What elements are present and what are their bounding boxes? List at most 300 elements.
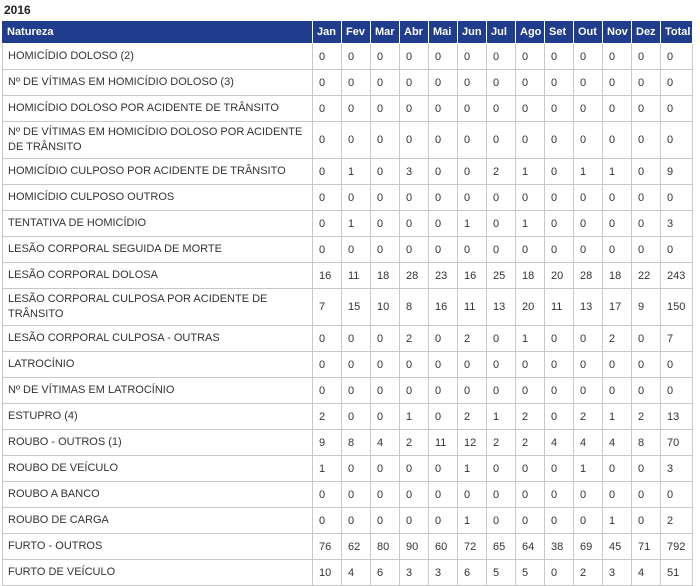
natureza-cell: Nº DE VÍTIMAS EM HOMICÍDIO DOLOSO POR ACIDENTE DE TRÂNSITO	[3, 122, 313, 159]
month-value-cell: 0	[487, 211, 516, 237]
month-value-cell: 28	[574, 263, 603, 289]
total-cell: 0	[661, 96, 693, 122]
month-value-cell: 0	[342, 122, 371, 159]
month-value-cell: 0	[487, 508, 516, 534]
month-value-cell: 76	[313, 534, 342, 560]
month-value-cell: 0	[313, 482, 342, 508]
month-value-cell: 0	[516, 122, 545, 159]
month-value-cell: 1	[458, 456, 487, 482]
month-value-cell: 0	[487, 326, 516, 352]
month-value-cell: 0	[429, 96, 458, 122]
column-header-total: Total	[661, 21, 693, 44]
total-cell: 243	[661, 263, 693, 289]
month-value-cell: 0	[400, 237, 429, 263]
natureza-cell: ROUBO - OUTROS (1)	[3, 430, 313, 456]
table-row	[3, 352, 693, 378]
table-row	[3, 326, 693, 352]
month-value-cell: 4	[545, 430, 574, 456]
month-value-cell: 0	[429, 352, 458, 378]
table-row	[3, 122, 693, 159]
month-value-cell: 90	[400, 534, 429, 560]
natureza-cell: Nº DE VÍTIMAS EM HOMICÍDIO DOLOSO (3)	[3, 70, 313, 96]
natureza-cell: LESÃO CORPORAL DOLOSA	[3, 263, 313, 289]
month-value-cell: 0	[632, 378, 661, 404]
month-value-cell: 0	[487, 185, 516, 211]
table-row	[3, 482, 693, 508]
month-value-cell: 0	[487, 44, 516, 70]
month-value-cell: 0	[371, 211, 400, 237]
month-value-cell: 0	[313, 237, 342, 263]
month-value-cell: 1	[400, 404, 429, 430]
month-value-cell: 0	[632, 352, 661, 378]
month-value-cell: 0	[429, 482, 458, 508]
month-value-cell: 25	[487, 263, 516, 289]
total-cell: 0	[661, 122, 693, 159]
month-value-cell: 0	[313, 185, 342, 211]
month-value-cell: 0	[342, 404, 371, 430]
month-value-cell: 0	[632, 44, 661, 70]
month-value-cell: 45	[603, 534, 632, 560]
month-value-cell: 0	[632, 211, 661, 237]
month-value-cell: 8	[400, 289, 429, 326]
total-cell: 150	[661, 289, 693, 326]
month-value-cell: 0	[516, 70, 545, 96]
month-value-cell: 0	[545, 185, 574, 211]
column-header-out: Out	[574, 21, 603, 44]
natureza-cell: Nº DE VÍTIMAS EM LATROCÍNIO	[3, 378, 313, 404]
month-value-cell: 0	[603, 482, 632, 508]
column-header-mar: Mar	[371, 21, 400, 44]
month-value-cell: 0	[342, 70, 371, 96]
month-value-cell: 60	[429, 534, 458, 560]
month-value-cell: 1	[603, 404, 632, 430]
month-value-cell: 0	[516, 378, 545, 404]
header-row	[3, 21, 693, 44]
month-value-cell: 0	[313, 96, 342, 122]
month-value-cell: 0	[632, 70, 661, 96]
month-value-cell: 72	[458, 534, 487, 560]
table-row	[3, 534, 693, 560]
month-value-cell: 0	[400, 508, 429, 534]
month-value-cell: 3	[603, 560, 632, 586]
total-cell: 13	[661, 404, 693, 430]
month-value-cell: 0	[458, 237, 487, 263]
month-value-cell: 0	[603, 96, 632, 122]
natureza-cell: ROUBO A BANCO	[3, 482, 313, 508]
month-value-cell: 18	[603, 263, 632, 289]
table-body	[3, 44, 693, 586]
natureza-cell: ROUBO DE CARGA	[3, 508, 313, 534]
month-value-cell: 0	[545, 159, 574, 185]
table-row	[3, 185, 693, 211]
month-value-cell: 0	[632, 482, 661, 508]
month-value-cell: 0	[603, 456, 632, 482]
month-value-cell: 1	[574, 159, 603, 185]
month-value-cell: 0	[313, 159, 342, 185]
crime-statistics-table	[2, 20, 693, 586]
month-value-cell: 0	[603, 378, 632, 404]
month-value-cell: 0	[400, 96, 429, 122]
month-value-cell: 1	[458, 508, 487, 534]
month-value-cell: 0	[574, 326, 603, 352]
month-value-cell: 0	[342, 44, 371, 70]
month-value-cell: 0	[603, 122, 632, 159]
month-value-cell: 0	[487, 378, 516, 404]
month-value-cell: 0	[342, 326, 371, 352]
month-value-cell: 0	[516, 482, 545, 508]
month-value-cell: 17	[603, 289, 632, 326]
month-value-cell: 0	[632, 159, 661, 185]
month-value-cell: 0	[342, 237, 371, 263]
table-row	[3, 560, 693, 586]
total-cell: 51	[661, 560, 693, 586]
month-value-cell: 0	[313, 508, 342, 534]
table-row	[3, 289, 693, 326]
natureza-cell: LESÃO CORPORAL CULPOSA POR ACIDENTE DE TRÂNSITO	[3, 289, 313, 326]
table-row	[3, 263, 693, 289]
month-value-cell: 0	[487, 482, 516, 508]
month-value-cell: 13	[487, 289, 516, 326]
month-value-cell: 0	[429, 378, 458, 404]
total-cell: 792	[661, 534, 693, 560]
natureza-cell: HOMICÍDIO CULPOSO OUTROS	[3, 185, 313, 211]
table-row	[3, 430, 693, 456]
month-value-cell: 2	[574, 404, 603, 430]
column-header-abr: Abr	[400, 21, 429, 44]
month-value-cell: 0	[313, 122, 342, 159]
table-row	[3, 44, 693, 70]
month-value-cell: 3	[400, 560, 429, 586]
month-value-cell: 0	[574, 482, 603, 508]
table-row	[3, 96, 693, 122]
month-value-cell: 0	[429, 211, 458, 237]
month-value-cell: 0	[603, 44, 632, 70]
table-row	[3, 237, 693, 263]
month-value-cell: 0	[458, 70, 487, 96]
table-row	[3, 456, 693, 482]
month-value-cell: 11	[429, 430, 458, 456]
month-value-cell: 8	[342, 430, 371, 456]
month-value-cell: 0	[632, 96, 661, 122]
month-value-cell: 3	[400, 159, 429, 185]
month-value-cell: 11	[342, 263, 371, 289]
month-value-cell: 0	[545, 404, 574, 430]
month-value-cell: 3	[429, 560, 458, 586]
month-value-cell: 18	[371, 263, 400, 289]
month-value-cell: 0	[371, 44, 400, 70]
month-value-cell: 71	[632, 534, 661, 560]
month-value-cell: 2	[603, 326, 632, 352]
month-value-cell: 0	[400, 378, 429, 404]
month-value-cell: 0	[429, 508, 458, 534]
month-value-cell: 0	[400, 482, 429, 508]
month-value-cell: 0	[603, 70, 632, 96]
month-value-cell: 0	[400, 70, 429, 96]
month-value-cell: 0	[545, 70, 574, 96]
month-value-cell: 15	[342, 289, 371, 326]
month-value-cell: 2	[400, 326, 429, 352]
month-value-cell: 4	[342, 560, 371, 586]
total-cell: 0	[661, 352, 693, 378]
month-value-cell: 0	[516, 352, 545, 378]
month-value-cell: 1	[603, 508, 632, 534]
month-value-cell: 22	[632, 263, 661, 289]
month-value-cell: 2	[313, 404, 342, 430]
month-value-cell: 0	[429, 185, 458, 211]
month-value-cell: 0	[342, 352, 371, 378]
month-value-cell: 0	[574, 185, 603, 211]
total-cell: 7	[661, 326, 693, 352]
month-value-cell: 0	[371, 352, 400, 378]
month-value-cell: 0	[545, 96, 574, 122]
month-value-cell: 11	[458, 289, 487, 326]
month-value-cell: 1	[603, 159, 632, 185]
month-value-cell: 0	[516, 508, 545, 534]
month-value-cell: 69	[574, 534, 603, 560]
natureza-cell: FURTO - OUTROS	[3, 534, 313, 560]
month-value-cell: 0	[429, 70, 458, 96]
month-value-cell: 20	[516, 289, 545, 326]
month-value-cell: 0	[487, 237, 516, 263]
month-value-cell: 0	[545, 456, 574, 482]
month-value-cell: 0	[632, 456, 661, 482]
total-cell: 0	[661, 44, 693, 70]
month-value-cell: 1	[458, 211, 487, 237]
month-value-cell: 7	[313, 289, 342, 326]
total-cell: 70	[661, 430, 693, 456]
month-value-cell: 0	[371, 456, 400, 482]
month-value-cell: 0	[545, 122, 574, 159]
month-value-cell: 0	[371, 185, 400, 211]
month-value-cell: 13	[574, 289, 603, 326]
month-value-cell: 0	[574, 508, 603, 534]
month-value-cell: 1	[574, 456, 603, 482]
month-value-cell: 0	[429, 237, 458, 263]
month-value-cell: 0	[516, 44, 545, 70]
month-value-cell: 0	[545, 211, 574, 237]
month-value-cell: 0	[516, 237, 545, 263]
month-value-cell: 2	[400, 430, 429, 456]
month-value-cell: 0	[632, 122, 661, 159]
month-value-cell: 0	[574, 211, 603, 237]
month-value-cell: 2	[516, 430, 545, 456]
column-header-fev: Fev	[342, 21, 371, 44]
month-value-cell: 16	[429, 289, 458, 326]
month-value-cell: 1	[342, 211, 371, 237]
month-value-cell: 0	[516, 185, 545, 211]
month-value-cell: 0	[371, 508, 400, 534]
month-value-cell: 6	[371, 560, 400, 586]
month-value-cell: 0	[429, 44, 458, 70]
month-value-cell: 16	[458, 263, 487, 289]
month-value-cell: 0	[371, 326, 400, 352]
month-value-cell: 9	[313, 430, 342, 456]
table-row	[3, 508, 693, 534]
month-value-cell: 1	[516, 211, 545, 237]
month-value-cell: 0	[313, 326, 342, 352]
month-value-cell: 1	[313, 456, 342, 482]
month-value-cell: 0	[603, 185, 632, 211]
column-header-mai: Mai	[429, 21, 458, 44]
total-cell: 3	[661, 456, 693, 482]
month-value-cell: 0	[458, 352, 487, 378]
month-value-cell: 0	[429, 122, 458, 159]
month-value-cell: 0	[342, 482, 371, 508]
natureza-cell: LATROCÍNIO	[3, 352, 313, 378]
month-value-cell: 0	[400, 44, 429, 70]
month-value-cell: 0	[574, 122, 603, 159]
month-value-cell: 0	[371, 70, 400, 96]
month-value-cell: 6	[458, 560, 487, 586]
month-value-cell: 10	[371, 289, 400, 326]
month-value-cell: 0	[632, 185, 661, 211]
month-value-cell: 80	[371, 534, 400, 560]
natureza-cell: FURTO DE VEÍCULO	[3, 560, 313, 586]
month-value-cell: 11	[545, 289, 574, 326]
natureza-cell: HOMICÍDIO DOLOSO POR ACIDENTE DE TRÂNSITO	[3, 96, 313, 122]
month-value-cell: 0	[458, 378, 487, 404]
month-value-cell: 0	[458, 122, 487, 159]
month-value-cell: 2	[458, 326, 487, 352]
column-header-dez: Dez	[632, 21, 661, 44]
total-cell: 0	[661, 378, 693, 404]
month-value-cell: 2	[574, 560, 603, 586]
month-value-cell: 5	[487, 560, 516, 586]
month-value-cell: 0	[545, 44, 574, 70]
table-row	[3, 159, 693, 185]
month-value-cell: 0	[429, 456, 458, 482]
month-value-cell: 0	[545, 508, 574, 534]
month-value-cell: 4	[574, 430, 603, 456]
table-row	[3, 211, 693, 237]
total-cell: 0	[661, 482, 693, 508]
month-value-cell: 4	[632, 560, 661, 586]
month-value-cell: 0	[632, 237, 661, 263]
month-value-cell: 64	[516, 534, 545, 560]
month-value-cell: 0	[545, 326, 574, 352]
month-value-cell: 0	[313, 44, 342, 70]
month-value-cell: 0	[342, 96, 371, 122]
month-value-cell: 9	[632, 289, 661, 326]
month-value-cell: 0	[632, 508, 661, 534]
month-value-cell: 0	[400, 456, 429, 482]
month-value-cell: 0	[603, 237, 632, 263]
month-value-cell: 0	[458, 44, 487, 70]
month-value-cell: 0	[603, 211, 632, 237]
month-value-cell: 0	[371, 96, 400, 122]
month-value-cell: 0	[545, 378, 574, 404]
month-value-cell: 0	[371, 237, 400, 263]
natureza-cell: LESÃO CORPORAL SEGUIDA DE MORTE	[3, 237, 313, 263]
month-value-cell: 2	[458, 404, 487, 430]
column-header-jan: Jan	[313, 21, 342, 44]
month-value-cell: 2	[487, 430, 516, 456]
month-value-cell: 0	[342, 456, 371, 482]
month-value-cell: 0	[371, 122, 400, 159]
month-value-cell: 12	[458, 430, 487, 456]
month-value-cell: 0	[458, 159, 487, 185]
table-row	[3, 70, 693, 96]
month-value-cell: 20	[545, 263, 574, 289]
month-value-cell: 0	[313, 352, 342, 378]
month-value-cell: 8	[632, 430, 661, 456]
month-value-cell: 65	[487, 534, 516, 560]
column-header-jul: Jul	[487, 21, 516, 44]
month-value-cell: 1	[487, 404, 516, 430]
total-cell: 0	[661, 237, 693, 263]
month-value-cell: 0	[516, 96, 545, 122]
month-value-cell: 4	[371, 430, 400, 456]
month-value-cell: 0	[487, 122, 516, 159]
total-cell: 9	[661, 159, 693, 185]
total-cell: 3	[661, 211, 693, 237]
total-cell: 2	[661, 508, 693, 534]
month-value-cell: 0	[487, 96, 516, 122]
month-value-cell: 0	[487, 70, 516, 96]
month-value-cell: 0	[313, 378, 342, 404]
month-value-cell: 5	[516, 560, 545, 586]
natureza-cell: ROUBO DE VEÍCULO	[3, 456, 313, 482]
column-header-natureza: Natureza	[3, 21, 313, 44]
month-value-cell: 0	[574, 44, 603, 70]
table-row	[3, 404, 693, 430]
month-value-cell: 0	[545, 237, 574, 263]
table-row	[3, 378, 693, 404]
column-header-jun: Jun	[458, 21, 487, 44]
month-value-cell: 0	[371, 404, 400, 430]
month-value-cell: 0	[429, 404, 458, 430]
month-value-cell: 0	[342, 508, 371, 534]
month-value-cell: 0	[458, 482, 487, 508]
month-value-cell: 1	[342, 159, 371, 185]
month-value-cell: 0	[371, 159, 400, 185]
month-value-cell: 0	[313, 211, 342, 237]
total-cell: 0	[661, 185, 693, 211]
column-header-ago: Ago	[516, 21, 545, 44]
month-value-cell: 2	[632, 404, 661, 430]
month-value-cell: 1	[516, 159, 545, 185]
month-value-cell: 0	[342, 185, 371, 211]
month-value-cell: 0	[429, 326, 458, 352]
month-value-cell: 0	[371, 378, 400, 404]
natureza-cell: ESTUPRO (4)	[3, 404, 313, 430]
month-value-cell: 0	[574, 70, 603, 96]
month-value-cell: 23	[429, 263, 458, 289]
month-value-cell: 0	[545, 482, 574, 508]
month-value-cell: 0	[574, 378, 603, 404]
column-header-nov: Nov	[603, 21, 632, 44]
month-value-cell: 0	[429, 159, 458, 185]
month-value-cell: 1	[516, 326, 545, 352]
month-value-cell: 0	[574, 96, 603, 122]
natureza-cell: TENTATIVA DE HOMICÍDIO	[3, 211, 313, 237]
month-value-cell: 16	[313, 263, 342, 289]
month-value-cell: 0	[545, 352, 574, 378]
year-heading: 2016	[4, 3, 31, 17]
month-value-cell: 0	[400, 211, 429, 237]
month-value-cell: 0	[603, 352, 632, 378]
month-value-cell: 0	[342, 378, 371, 404]
month-value-cell: 0	[458, 185, 487, 211]
month-value-cell: 0	[400, 352, 429, 378]
column-header-set: Set	[545, 21, 574, 44]
month-value-cell: 0	[400, 185, 429, 211]
month-value-cell: 0	[487, 456, 516, 482]
month-value-cell: 0	[632, 326, 661, 352]
month-value-cell: 62	[342, 534, 371, 560]
month-value-cell: 2	[516, 404, 545, 430]
month-value-cell: 0	[516, 456, 545, 482]
